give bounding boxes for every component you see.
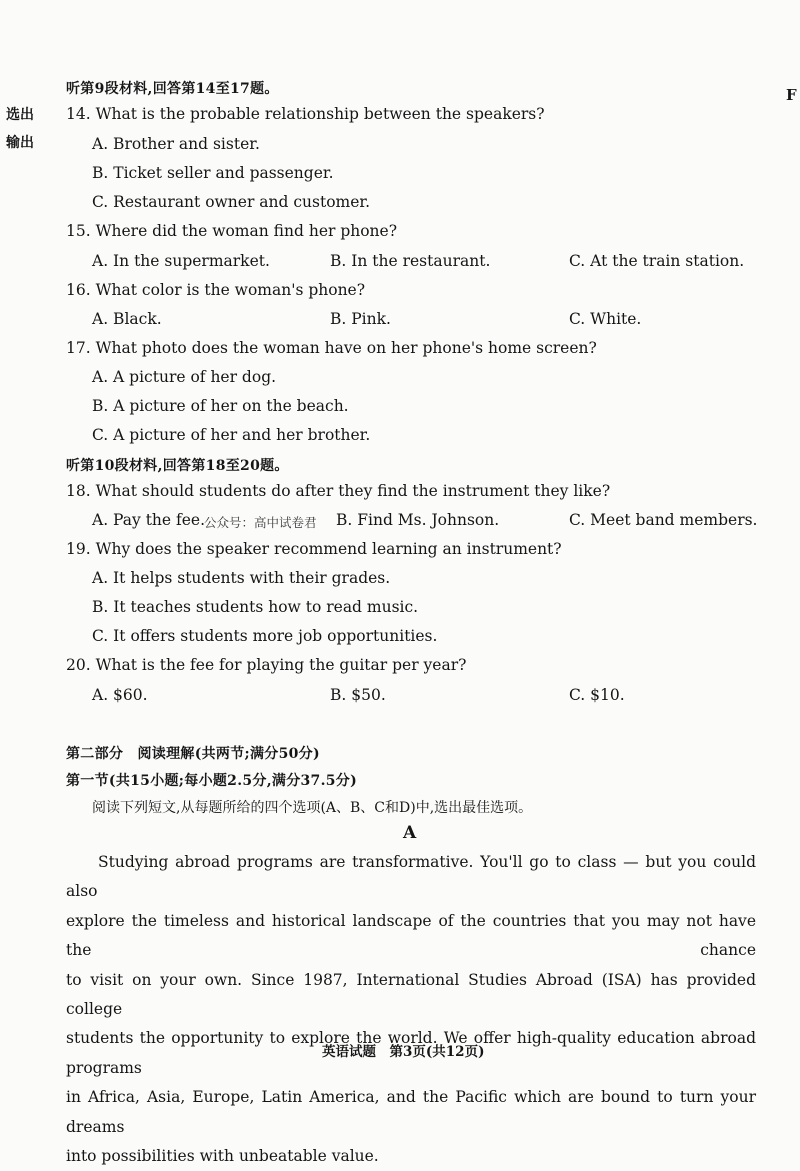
question-14-stem: 14. What is the probable relationship between the speakers?: [66, 105, 545, 123]
question-15-option-c: C. At the train station.: [569, 252, 745, 270]
question-17-option-c: C. A picture of her and her brother.: [92, 426, 371, 444]
passage-line: students the opportunity to explore the world. We offer high-quality education abroad programs: [66, 1029, 756, 1077]
question-17-option-a: A. A picture of her dog.: [92, 368, 277, 386]
part-2-instruction: 阅读下列短文,从每题所给的四个选项(A、B、C和D)中,选出最佳选项。: [92, 800, 533, 816]
question-20-stem: 20. What is the fee for playing the guitar per year?: [66, 656, 467, 674]
question-16-option-a: A. Black.: [92, 310, 162, 328]
section-9-heading: 听第9段材料,回答第14至17题。: [66, 81, 279, 97]
passage-line: into possibilities with unbeatable value.: [66, 1147, 379, 1166]
question-18-option-b: B. Find Ms. Johnson.: [336, 511, 500, 529]
passage-line: explore the timeless and historical landscape of the countries that you may not have the chance: [66, 911, 756, 960]
passage-line: Studying abroad programs are transformative. You'll go to class — but you could also: [66, 853, 756, 901]
question-14-option-a: A. Brother and sister.: [92, 135, 260, 153]
question-19-option-c: C. It offers students more job opportunities.: [92, 627, 438, 645]
question-18-option-c: C. Meet band members.: [569, 511, 758, 529]
passage-title: A: [403, 823, 417, 843]
question-18-option-a: A. Pay the fee.: [92, 511, 206, 529]
part-2-section-1-heading: 第一节(共15小题;每小题2.5分,满分37.5分): [66, 773, 358, 789]
margin-note-2: 输出: [6, 135, 34, 151]
question-20-option-c: C. $10.: [569, 686, 625, 704]
question-18-stem: 18. What should students do after they find the instrument they like?: [66, 482, 611, 500]
watermark-text: 公众号：高中试卷君: [204, 515, 317, 530]
question-14-option-b: B. Ticket seller and passenger.: [92, 164, 334, 182]
passage-line: to visit on your own. Since 1987, International Studies Abroad (ISA) has provided college: [66, 970, 756, 1019]
question-16-stem: 16. What color is the woman's phone?: [66, 281, 366, 299]
question-17-option-b: B. A picture of her on the beach.: [92, 397, 349, 415]
question-16-option-c: C. White.: [569, 310, 642, 328]
question-15-option-b: B. In the restaurant.: [330, 252, 491, 270]
part-2-heading: 第二部分 阅读理解(共两节;满分50分): [66, 746, 320, 762]
passage-line: in Africa, Asia, Europe, Latin America, and the Pacific which are bound to turn your dreams: [66, 1088, 756, 1136]
right-edge-mark: F: [786, 86, 797, 104]
section-10-heading: 听第10段材料,回答第18至20题。: [66, 458, 289, 474]
question-14-option-c: C. Restaurant owner and customer.: [92, 193, 371, 211]
passage-paragraph: [66, 848, 756, 1171]
margin-note-1: 选出: [6, 107, 34, 123]
question-20-option-a: A. $60.: [92, 686, 148, 704]
question-19-option-a: A. It helps students with their grades.: [92, 569, 391, 587]
question-15-stem: 15. Where did the woman find her phone?: [66, 222, 398, 240]
question-16-option-b: B. Pink.: [330, 310, 391, 328]
question-19-stem: 19. Why does the speaker recommend learning an instrument?: [66, 540, 562, 558]
question-15-option-a: A. In the supermarket.: [92, 252, 270, 270]
question-20-option-b: B. $50.: [330, 686, 386, 704]
page-footer: 英语试题 第3页(共12页): [322, 1044, 485, 1060]
question-19-option-b: B. It teaches students how to read music.: [92, 598, 419, 616]
question-17-stem: 17. What photo does the woman have on her phone's home screen?: [66, 339, 597, 357]
